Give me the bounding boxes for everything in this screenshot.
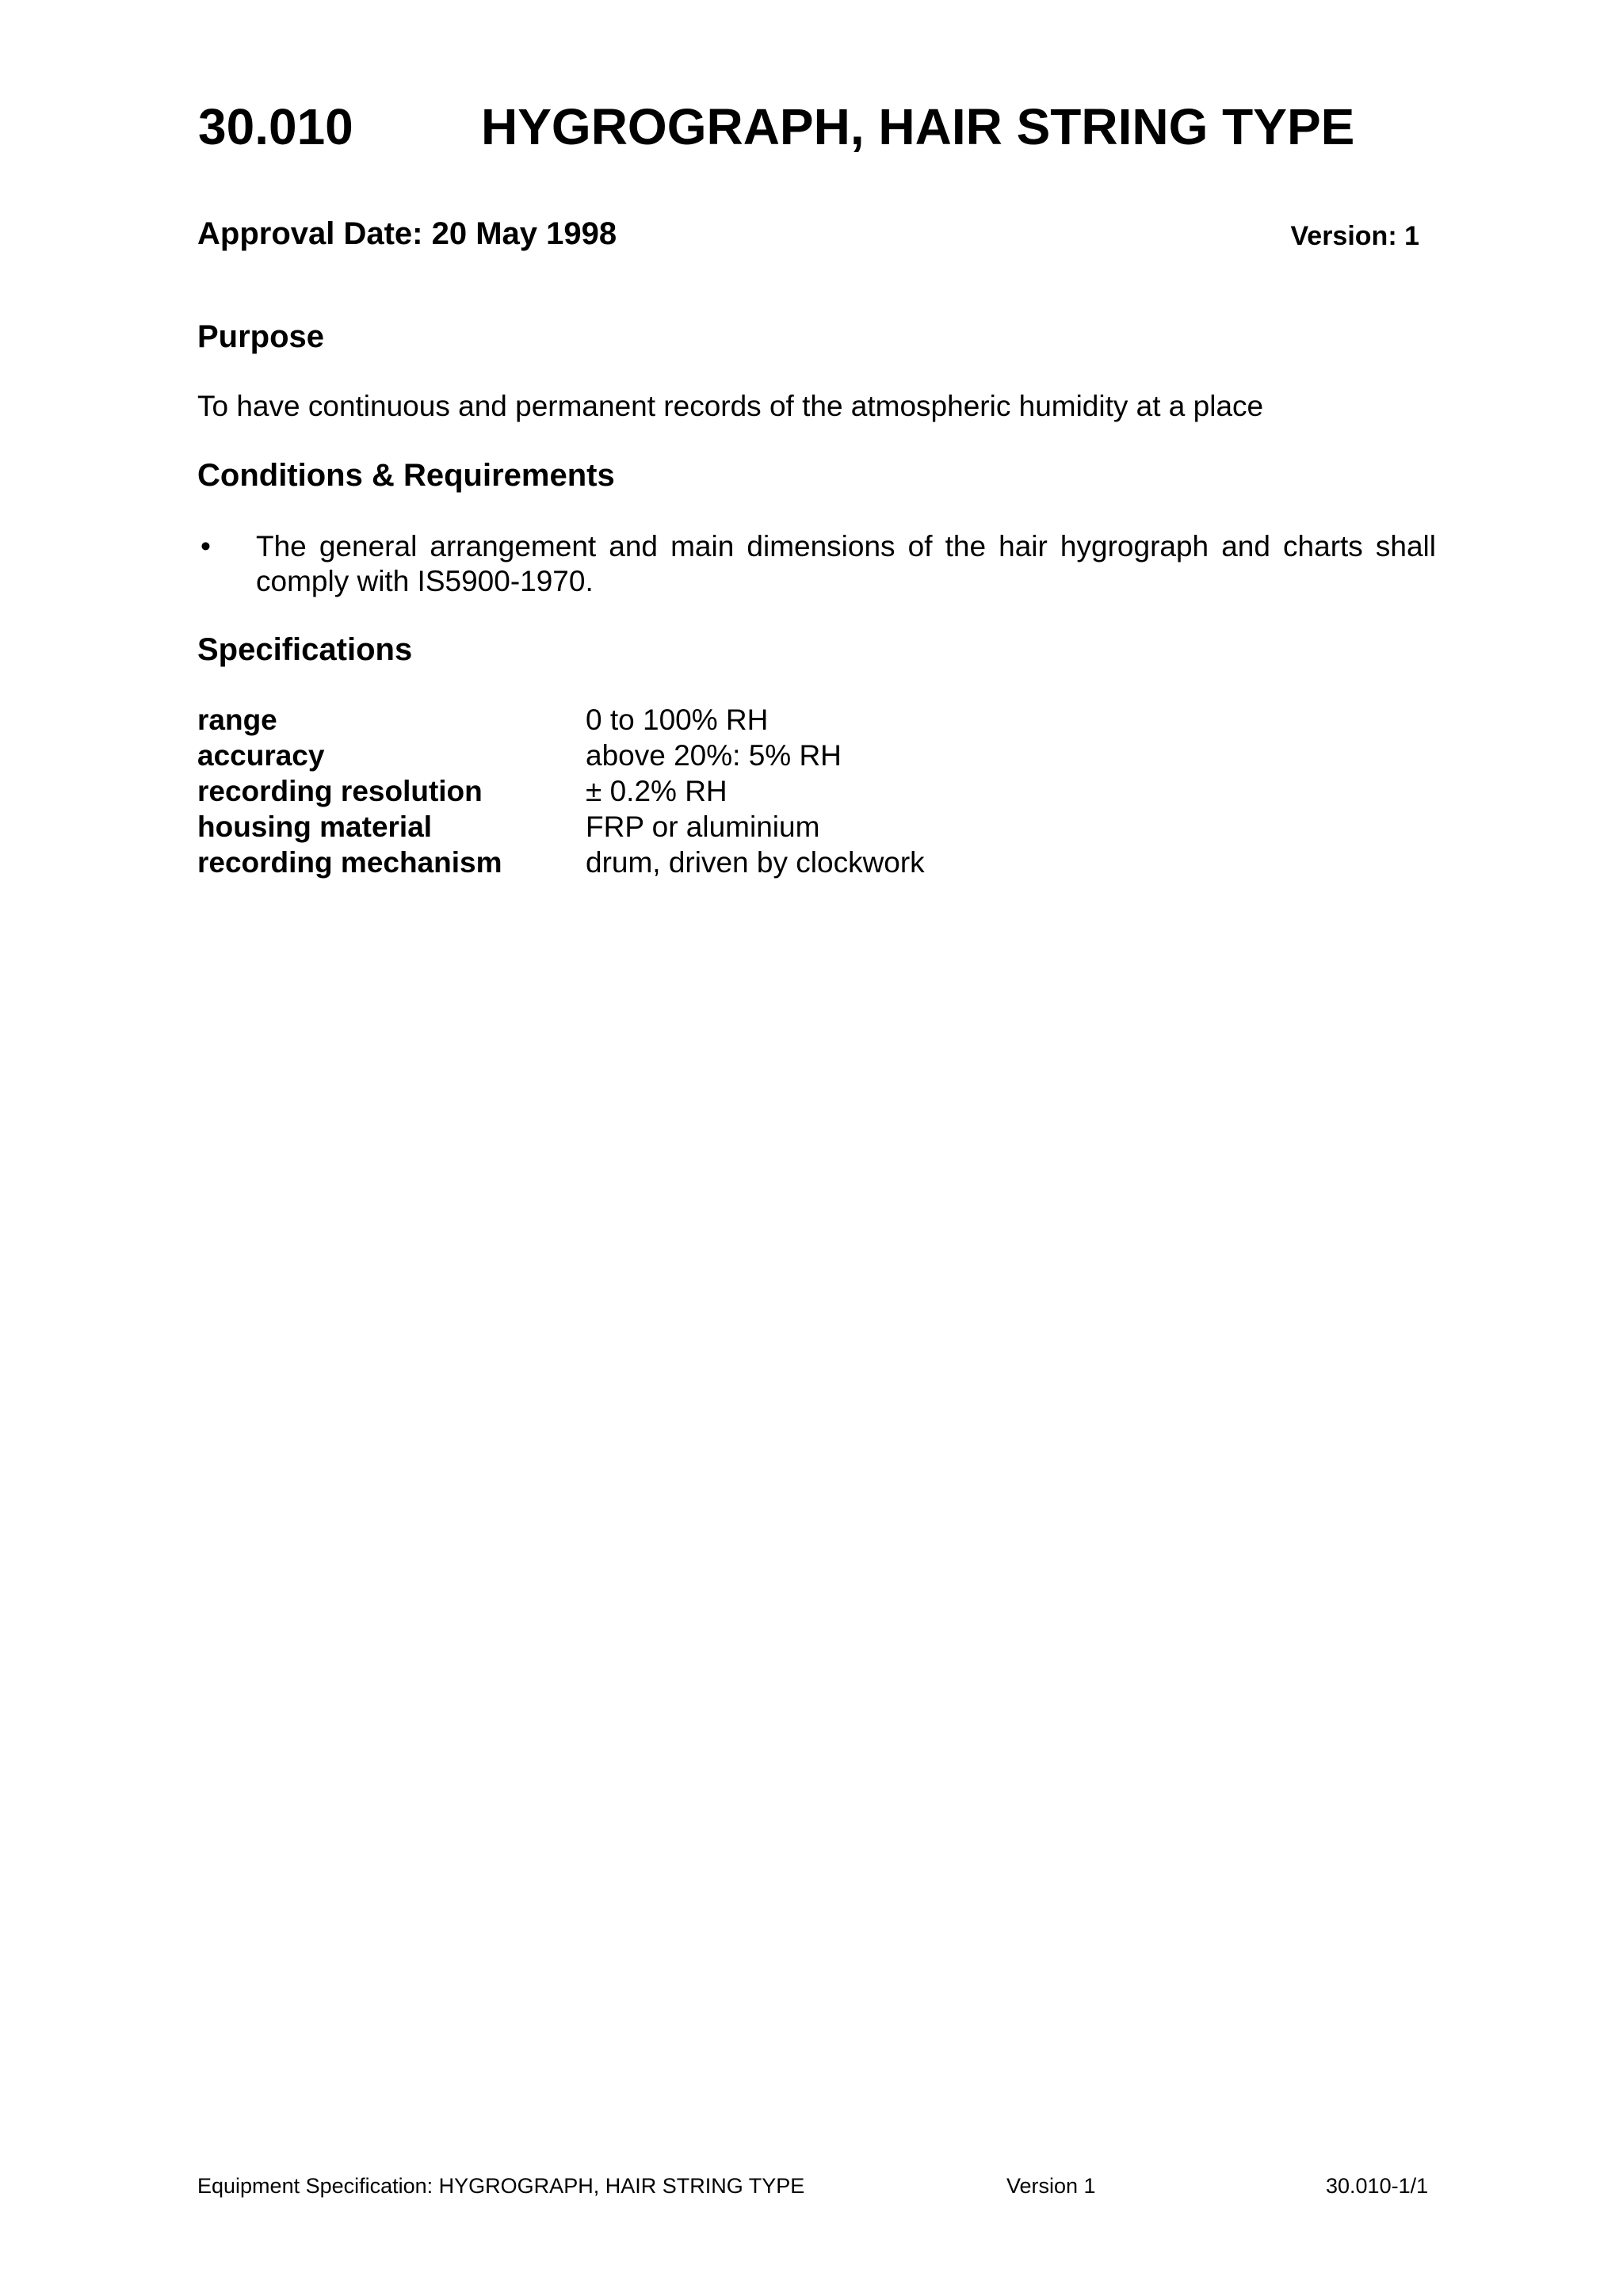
list-item [197, 529, 1436, 599]
table-row [197, 845, 925, 880]
spec-label: housing material [197, 810, 433, 843]
conditions-list [197, 529, 1436, 599]
purpose-text: To have continuous and permanent records of the atmospheric humidity at a place [197, 390, 1264, 422]
spec-label: range [197, 704, 277, 736]
spec-label: recording resolution [197, 775, 483, 807]
document-title: HYGROGRAPH, HAIR STRING TYPE [481, 98, 1355, 155]
purpose-heading: Purpose [197, 319, 325, 354]
approval-date: Approval Date: 20 May 1998 [197, 216, 617, 251]
specifications-heading: Specifications [197, 632, 413, 667]
spec-value: drum, driven by clockwork [586, 846, 925, 879]
spec-value: ± 0.2% RH [586, 775, 727, 807]
spec-value: FRP or aluminium [586, 810, 820, 843]
version-label: Version: 1 [1290, 221, 1419, 251]
condition-text: The general arrangement and main dimensions of the hair hygrograph and charts shall comply with IS5900-1970. [256, 530, 1436, 597]
footer-version: Version 1 [1006, 2174, 1096, 2198]
footer-title: Equipment Specification: HYGROGRAPH, HAIR STRING TYPE [197, 2174, 805, 2198]
document-number: 30.010 [198, 98, 353, 155]
spec-value: above 20%: 5% RH [586, 739, 842, 772]
conditions-heading: Conditions & Requirements [197, 458, 615, 493]
specifications-table [197, 702, 925, 880]
spec-value: 0 to 100% RH [586, 704, 769, 736]
spec-label: accuracy [197, 739, 325, 772]
table-row [197, 702, 925, 738]
table-row [197, 809, 925, 845]
table-row [197, 773, 925, 809]
bullet-icon: • [200, 530, 211, 563]
spec-label: recording mechanism [197, 846, 502, 879]
table-row [197, 738, 925, 773]
footer-page-number: 30.010-1/1 [1326, 2174, 1429, 2198]
